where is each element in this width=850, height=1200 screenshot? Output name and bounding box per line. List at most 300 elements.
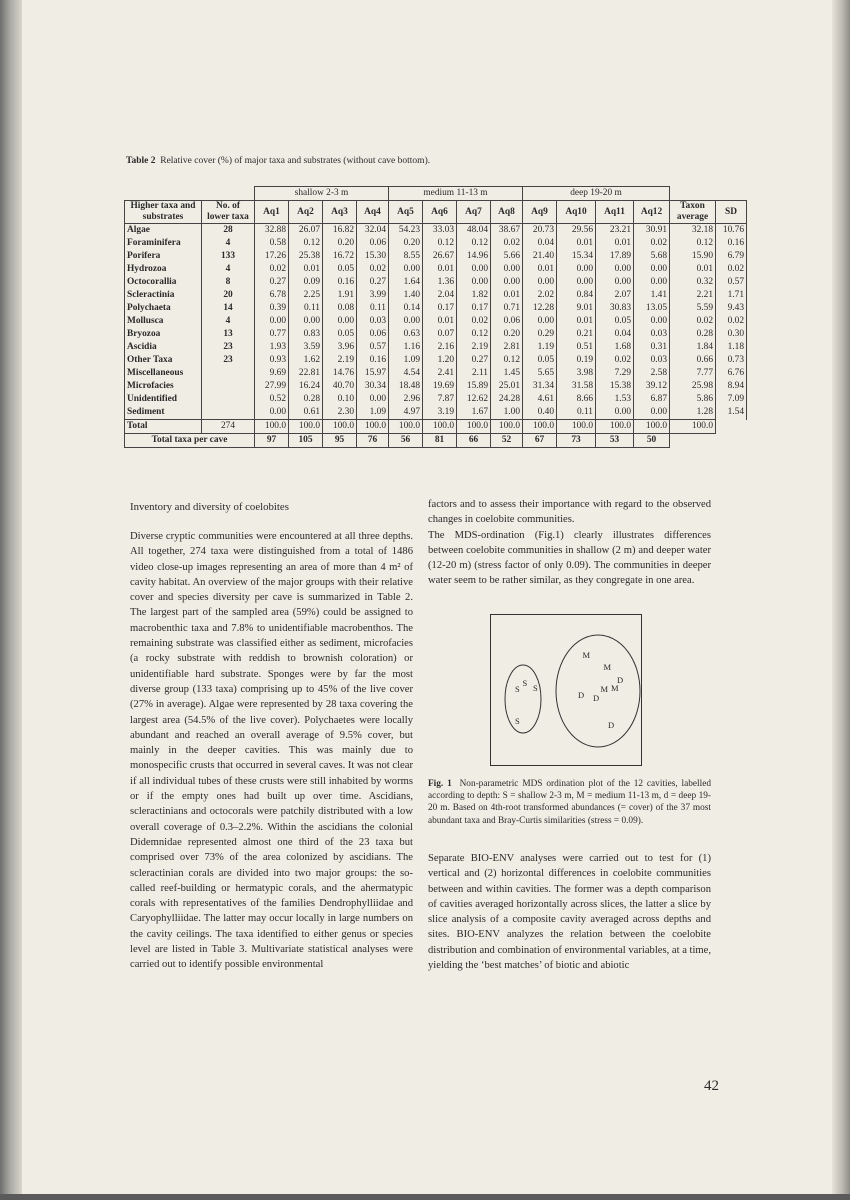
row-value: 48.04 <box>457 224 491 238</box>
row-sd: 0.16 <box>716 237 747 250</box>
row-value: 0.00 <box>596 406 634 420</box>
row-value: 26.07 <box>289 224 323 238</box>
empty-cell <box>716 420 747 434</box>
deep-cluster-ellipse <box>556 635 640 747</box>
page-edge-bottom <box>0 1194 850 1200</box>
row-average: 5.59 <box>670 302 716 315</box>
row-value: 40.70 <box>323 380 357 393</box>
row-value: 17.26 <box>255 250 289 263</box>
header-taxon-average: Taxon average <box>670 201 716 224</box>
row-value: 27.99 <box>255 380 289 393</box>
total-value: 100.0 <box>255 420 289 434</box>
row-value: 16.24 <box>289 380 323 393</box>
row-lower-taxa-count <box>202 393 255 406</box>
row-value: 6.87 <box>634 393 670 406</box>
row-value: 15.30 <box>357 250 389 263</box>
row-value: 32.04 <box>357 224 389 238</box>
row-value: 22.81 <box>289 367 323 380</box>
row-lower-taxa-count: 4 <box>202 263 255 276</box>
row-value: 9.69 <box>255 367 289 380</box>
row-value: 19.69 <box>423 380 457 393</box>
row-average: 32.18 <box>670 224 716 238</box>
row-value: 0.00 <box>255 315 289 328</box>
row-value: 14.76 <box>323 367 357 380</box>
row-value: 0.00 <box>491 263 523 276</box>
row-value: 0.05 <box>523 354 557 367</box>
row-lower-taxa-count: 23 <box>202 354 255 367</box>
row-value: 0.58 <box>255 237 289 250</box>
mds-point-label: D <box>608 720 615 730</box>
total-value: 100.0 <box>491 420 523 434</box>
taxa-per-cave-value: 52 <box>491 434 523 448</box>
row-value: 1.91 <box>323 289 357 302</box>
page-number: 42 <box>704 1078 719 1094</box>
row-value: 4.97 <box>389 406 423 420</box>
row-value: 2.07 <box>596 289 634 302</box>
row-value: 13.05 <box>634 302 670 315</box>
row-value: 0.00 <box>634 263 670 276</box>
taxa-per-cave-value: 105 <box>289 434 323 448</box>
row-value: 25.01 <box>491 380 523 393</box>
row-value: 0.08 <box>323 302 357 315</box>
row-value: 0.00 <box>634 406 670 420</box>
row-value: 0.11 <box>289 302 323 315</box>
row-sd: 0.02 <box>716 263 747 276</box>
row-sd: 1.71 <box>716 289 747 302</box>
row-value: 4.61 <box>523 393 557 406</box>
row-value: 0.01 <box>557 315 596 328</box>
row-label: Algae <box>125 224 202 238</box>
mds-point-label: M <box>611 682 619 693</box>
row-value: 15.97 <box>357 367 389 380</box>
row-value: 15.89 <box>457 380 491 393</box>
mds-point-label: D <box>593 693 600 703</box>
taxa-per-cave-value: 66 <box>457 434 491 448</box>
row-value: 7.87 <box>423 393 457 406</box>
row-value: 0.14 <box>389 302 423 315</box>
row-value: 18.48 <box>389 380 423 393</box>
row-average: 25.98 <box>670 380 716 393</box>
row-value: 1.19 <box>523 341 557 354</box>
row-value: 0.06 <box>357 237 389 250</box>
row-value: 5.68 <box>634 250 670 263</box>
taxa-per-cave-value: 76 <box>357 434 389 448</box>
row-value: 0.00 <box>557 263 596 276</box>
row-value: 1.93 <box>255 341 289 354</box>
row-average: 5.86 <box>670 393 716 406</box>
row-average: 7.77 <box>670 367 716 380</box>
row-value: 0.00 <box>634 276 670 289</box>
row-value: 0.11 <box>357 302 389 315</box>
mds-point-label: M <box>582 649 591 660</box>
total-average: 100.0 <box>670 420 716 434</box>
row-lower-taxa-count <box>202 367 255 380</box>
taxa-per-cave-value: 53 <box>596 434 634 448</box>
row-value: 0.10 <box>323 393 357 406</box>
row-value: 31.34 <box>523 380 557 393</box>
row-value: 0.01 <box>423 263 457 276</box>
row-sd: 1.18 <box>716 341 747 354</box>
row-lower-taxa-count: 13 <box>202 328 255 341</box>
row-value: 0.11 <box>557 406 596 420</box>
table-row <box>125 302 747 315</box>
mds-point-label: D <box>617 675 624 685</box>
header-cavity: Aq3 <box>323 201 357 224</box>
row-value: 0.21 <box>557 328 596 341</box>
row-value: 0.40 <box>523 406 557 420</box>
total-value: 100.0 <box>457 420 491 434</box>
row-value: 9.01 <box>557 302 596 315</box>
row-value: 0.28 <box>289 393 323 406</box>
taxa-per-cave-label: Total taxa per cave <box>125 434 255 448</box>
row-value: 5.66 <box>491 250 523 263</box>
taxa-per-cave-value: 73 <box>557 434 596 448</box>
row-lower-taxa-count: 4 <box>202 237 255 250</box>
row-value: 0.01 <box>423 315 457 328</box>
row-value: 0.04 <box>596 328 634 341</box>
table-row <box>125 289 747 302</box>
row-value: 0.02 <box>491 237 523 250</box>
total-value: 100.0 <box>596 420 634 434</box>
row-label: Sediment <box>125 406 202 420</box>
row-value: 17.89 <box>596 250 634 263</box>
row-value: 0.00 <box>523 276 557 289</box>
row-value: 0.12 <box>423 237 457 250</box>
row-value: 1.09 <box>389 354 423 367</box>
header-cavity: Aq6 <box>423 201 457 224</box>
row-value: 2.81 <box>491 341 523 354</box>
row-value: 1.67 <box>457 406 491 420</box>
total-value: 100.0 <box>423 420 457 434</box>
row-value: 23.21 <box>596 224 634 238</box>
row-value: 12.62 <box>457 393 491 406</box>
header-cavity: Aq12 <box>634 201 670 224</box>
row-value: 2.41 <box>423 367 457 380</box>
row-value: 1.45 <box>491 367 523 380</box>
row-value: 30.91 <box>634 224 670 238</box>
row-value: 20.73 <box>523 224 557 238</box>
header-cavity: Aq2 <box>289 201 323 224</box>
row-value: 0.12 <box>491 354 523 367</box>
row-value: 3.96 <box>323 341 357 354</box>
total-value: 100.0 <box>323 420 357 434</box>
shallow-cluster-ellipse <box>505 665 541 733</box>
row-label: Miscellaneous <box>125 367 202 380</box>
row-value: 31.58 <box>557 380 596 393</box>
row-value: 32.88 <box>255 224 289 238</box>
row-value: 0.09 <box>289 276 323 289</box>
row-value: 0.06 <box>357 328 389 341</box>
row-value: 26.67 <box>423 250 457 263</box>
section-heading: Inventory and diversity of coelobites <box>130 501 289 513</box>
row-value: 3.59 <box>289 341 323 354</box>
total-value: 100.0 <box>523 420 557 434</box>
row-value: 0.84 <box>557 289 596 302</box>
row-value: 0.31 <box>634 341 670 354</box>
row-value: 0.39 <box>255 302 289 315</box>
right-paragraph-3: Separate BIO-ENV analyses were carried out to test for (1) vertical and (2) horizontal differences in coelobite communities between and within cavities. The former was a depth comparison of cavities averaged horizontally across slices, the latter a slice by slice analysis of a composite cavity averaged across depths and sites. BIO-ENV analyzes the relation between the coelobite distribution and combination of environmental variables, at a time, yielding the ‘best matches’ of biotic and abiotic <box>428 853 712 972</box>
row-value: 1.00 <box>491 406 523 420</box>
row-value: 0.52 <box>255 393 289 406</box>
row-lower-taxa-count <box>202 380 255 393</box>
table-header-row <box>125 201 747 224</box>
row-value: 0.01 <box>491 289 523 302</box>
row-value: 0.00 <box>523 315 557 328</box>
row-value: 16.72 <box>323 250 357 263</box>
total-value: 100.0 <box>389 420 423 434</box>
left-paragraph: Diverse cryptic communities were encountered at all three depths. All together, 274 taxa were distinguished from a total of 1486 video close-up images representing an area of more than 4 m² of cavity habitat. An overview of the major groups with their relative cover and species diversity per cave is summarized in Table 2. The largest part of the sampled area (59%) could be assigned to macrobenthic taxa and 7.8% to unidentifiable macrobenthos. The remaining substrate was classified either as sediment, microfacies (a rocky substrate with reddish to brownish coloration) or unidentifiable hard substrate. Sponges were by far the most diverse group (133 taxa) comprising up to 45% of the live cover (27% in average). Algae were represented by 28 taxa covering the largest area (54.5% of the live cover). Polychaetes were locally abundant and reached an overall average of 9.5% cover, but mainly in the deeper cavities. This was mainly due to monospecific crusts that occurred in several caves. It was not clear if all individual tubes of these crusts were still inhabited by worms or if the empty ones had built up over time. Ascidians, scleractinians and octocorals were patchily distributed with a low overall coverage of 0.3–2.2%. Within the ascidians the colonial Didemnidae represented almost one third of the 23 taxa but comprised over 73% of the area colonized by ascidians. The scleractinian corals are divided into two major groups: the so-called reef-building or hermatypic corals, and the ahermatypic corals with representatives of the families Dendrophylliidae and Caryophylliidae. The latter may occur locally in large numbers on the cavity ceilings. The taxa identified to either genus or species level are listed in Table 3. Multivariate statistical analyses were carried out to identify possible environmental <box>130 531 413 971</box>
row-lower-taxa-count: 4 <box>202 315 255 328</box>
row-value: 0.63 <box>389 328 423 341</box>
row-value: 16.82 <box>323 224 357 238</box>
row-label: Foraminifera <box>125 237 202 250</box>
row-lower-taxa-count: 20 <box>202 289 255 302</box>
taxa-per-cave-value: 97 <box>255 434 289 448</box>
row-value: 1.16 <box>389 341 423 354</box>
row-label: Octocorallia <box>125 276 202 289</box>
row-value: 0.01 <box>557 237 596 250</box>
row-value: 1.20 <box>423 354 457 367</box>
row-value: 0.12 <box>457 328 491 341</box>
header-lower-taxa: No. of lower taxa <box>202 201 255 224</box>
row-value: 2.96 <box>389 393 423 406</box>
row-value: 0.71 <box>491 302 523 315</box>
depth-group-row <box>125 187 747 201</box>
row-value: 15.34 <box>557 250 596 263</box>
mds-point-label: S <box>533 682 538 693</box>
row-value: 7.29 <box>596 367 634 380</box>
page-binding-shadow <box>0 0 22 1200</box>
row-value: 0.05 <box>323 328 357 341</box>
mds-point-label: S <box>515 715 520 726</box>
row-sd: 7.09 <box>716 393 747 406</box>
taxa-per-cave-value: 56 <box>389 434 423 448</box>
row-label: Unidentified <box>125 393 202 406</box>
row-value: 0.03 <box>634 328 670 341</box>
row-value: 12.28 <box>523 302 557 315</box>
row-value: 2.04 <box>423 289 457 302</box>
row-value: 3.99 <box>357 289 389 302</box>
group-medium: medium 11-13 m <box>389 187 523 201</box>
row-sd: 10.76 <box>716 224 747 238</box>
row-value: 0.77 <box>255 328 289 341</box>
row-value: 0.00 <box>457 276 491 289</box>
table-row <box>125 367 747 380</box>
row-label: Microfacies <box>125 380 202 393</box>
row-average: 0.01 <box>670 263 716 276</box>
right-column-top-text <box>428 497 711 589</box>
header-higher-taxa: Higher taxa and substrates <box>125 201 202 224</box>
table-row <box>125 328 747 341</box>
row-label: Polychaeta <box>125 302 202 315</box>
table-2 <box>124 186 747 448</box>
row-average: 15.90 <box>670 250 716 263</box>
row-value: 15.38 <box>596 380 634 393</box>
row-value: 1.36 <box>423 276 457 289</box>
row-value: 0.00 <box>389 263 423 276</box>
row-value: 0.05 <box>596 315 634 328</box>
row-value: 0.20 <box>389 237 423 250</box>
mds-point-label: M <box>603 661 612 672</box>
row-label: Mollusca <box>125 315 202 328</box>
row-lower-taxa-count: 23 <box>202 341 255 354</box>
table-row <box>125 250 747 263</box>
figure-caption <box>428 778 711 827</box>
row-average: 1.28 <box>670 406 716 420</box>
row-value: 1.41 <box>634 289 670 302</box>
row-value: 0.27 <box>255 276 289 289</box>
row-value: 0.02 <box>634 237 670 250</box>
table-total-row <box>125 420 747 434</box>
row-average: 0.32 <box>670 276 716 289</box>
row-value: 0.00 <box>596 263 634 276</box>
right-column-bottom-text <box>428 851 711 973</box>
row-value: 0.16 <box>323 276 357 289</box>
row-value: 0.83 <box>289 328 323 341</box>
row-value: 0.00 <box>323 315 357 328</box>
left-column-text <box>130 529 413 973</box>
row-sd: 0.57 <box>716 276 747 289</box>
row-value: 0.00 <box>255 406 289 420</box>
table-row <box>125 406 747 420</box>
row-lower-taxa-count: 133 <box>202 250 255 263</box>
row-value: 1.53 <box>596 393 634 406</box>
mds-point-label: D <box>578 690 585 700</box>
row-value: 0.29 <box>523 328 557 341</box>
taxa-per-cave-value: 50 <box>634 434 670 448</box>
row-value: 0.00 <box>457 263 491 276</box>
row-value: 0.17 <box>457 302 491 315</box>
row-label: Ascidia <box>125 341 202 354</box>
row-value: 0.20 <box>491 328 523 341</box>
row-sd: 0.73 <box>716 354 747 367</box>
row-lower-taxa-count: 14 <box>202 302 255 315</box>
row-label: Scleractinia <box>125 289 202 302</box>
row-value: 30.83 <box>596 302 634 315</box>
table-row <box>125 224 747 238</box>
row-value: 0.16 <box>357 354 389 367</box>
row-value: 0.12 <box>457 237 491 250</box>
row-value: 0.02 <box>457 315 491 328</box>
table-caption-label: Table 2 <box>126 156 156 166</box>
table-row <box>125 315 747 328</box>
header-cavity: Aq9 <box>523 201 557 224</box>
header-cavity: Aq7 <box>457 201 491 224</box>
row-sd: 0.30 <box>716 328 747 341</box>
row-average: 0.02 <box>670 315 716 328</box>
header-cavity: Aq4 <box>357 201 389 224</box>
total-lower-taxa: 274 <box>202 420 255 434</box>
row-value: 0.00 <box>596 276 634 289</box>
row-value: 33.03 <box>423 224 457 238</box>
row-label: Other Taxa <box>125 354 202 367</box>
row-value: 6.78 <box>255 289 289 302</box>
row-value: 1.62 <box>289 354 323 367</box>
row-value: 0.04 <box>523 237 557 250</box>
row-value: 1.82 <box>457 289 491 302</box>
group-shallow: shallow 2-3 m <box>255 187 389 201</box>
row-sd: 6.76 <box>716 367 747 380</box>
row-value: 21.40 <box>523 250 557 263</box>
row-average: 0.28 <box>670 328 716 341</box>
row-lower-taxa-count <box>202 406 255 420</box>
row-value: 0.17 <box>423 302 457 315</box>
row-value: 5.65 <box>523 367 557 380</box>
row-value: 8.66 <box>557 393 596 406</box>
row-value: 38.67 <box>491 224 523 238</box>
figure-caption-text: Non-parametric MDS ordination plot of the 12 cavities, labelled according to depth: S = shallow 2-3 m, M = medium 11-13 m, d = deep 19-20 m. Based on 4th-root transformed abundances (= cover) of the 37 most abundant taxa and Bray-Curtis similarities (stress = 0.09). <box>428 779 711 826</box>
header-cavity: Aq5 <box>389 201 423 224</box>
row-average: 1.84 <box>670 341 716 354</box>
row-average: 2.21 <box>670 289 716 302</box>
row-value: 14.96 <box>457 250 491 263</box>
row-value: 0.01 <box>523 263 557 276</box>
row-average: 0.66 <box>670 354 716 367</box>
row-lower-taxa-count: 28 <box>202 224 255 238</box>
row-value: 0.00 <box>557 276 596 289</box>
row-value: 8.55 <box>389 250 423 263</box>
row-sd: 9.43 <box>716 302 747 315</box>
total-label: Total <box>125 420 202 434</box>
header-cavity: Aq8 <box>491 201 523 224</box>
header-cavity: Aq11 <box>596 201 634 224</box>
row-sd: 6.79 <box>716 250 747 263</box>
empty-cell <box>670 434 716 448</box>
table-row <box>125 237 747 250</box>
row-value: 3.98 <box>557 367 596 380</box>
table-caption-text: Relative cover (%) of major taxa and substrates (without cave bottom). <box>160 156 431 166</box>
mds-point-label: S <box>515 684 520 694</box>
right-paragraph-2: The MDS-ordination (Fig.1) clearly illustrates differences between coelobite communities in shallow (2 m) and deeper water (12-20 m) (stress factor of only 0.09). The communities in deeper water seem to be rather similar, as they congregate in one area. <box>428 529 711 587</box>
table-taxa-per-cave-row <box>125 434 747 448</box>
row-value: 0.20 <box>323 237 357 250</box>
row-value: 0.06 <box>491 315 523 328</box>
table-caption <box>126 156 430 166</box>
mds-point-label: S <box>522 678 528 688</box>
row-value: 0.61 <box>289 406 323 420</box>
table-row <box>125 276 747 289</box>
row-value: 0.51 <box>557 341 596 354</box>
row-value: 30.34 <box>357 380 389 393</box>
row-value: 0.00 <box>491 276 523 289</box>
total-value: 100.0 <box>557 420 596 434</box>
table-row <box>125 263 747 276</box>
row-value: 25.38 <box>289 250 323 263</box>
row-value: 29.56 <box>557 224 596 238</box>
taxa-per-cave-value: 95 <box>323 434 357 448</box>
row-value: 0.27 <box>357 276 389 289</box>
row-value: 0.07 <box>423 328 457 341</box>
row-value: 0.00 <box>289 315 323 328</box>
row-value: 0.03 <box>634 354 670 367</box>
row-value: 0.03 <box>357 315 389 328</box>
mds-point-label: M <box>600 684 609 694</box>
table-row <box>125 354 747 367</box>
row-sd: 8.94 <box>716 380 747 393</box>
row-value: 24.28 <box>491 393 523 406</box>
table-row <box>125 393 747 406</box>
row-value: 0.00 <box>357 393 389 406</box>
row-value: 0.12 <box>289 237 323 250</box>
mds-figure <box>490 614 642 766</box>
table-row <box>125 341 747 354</box>
row-label: Porifera <box>125 250 202 263</box>
row-value: 0.00 <box>634 315 670 328</box>
row-value: 2.58 <box>634 367 670 380</box>
row-value: 2.16 <box>423 341 457 354</box>
row-value: 2.25 <box>289 289 323 302</box>
row-value: 0.01 <box>289 263 323 276</box>
